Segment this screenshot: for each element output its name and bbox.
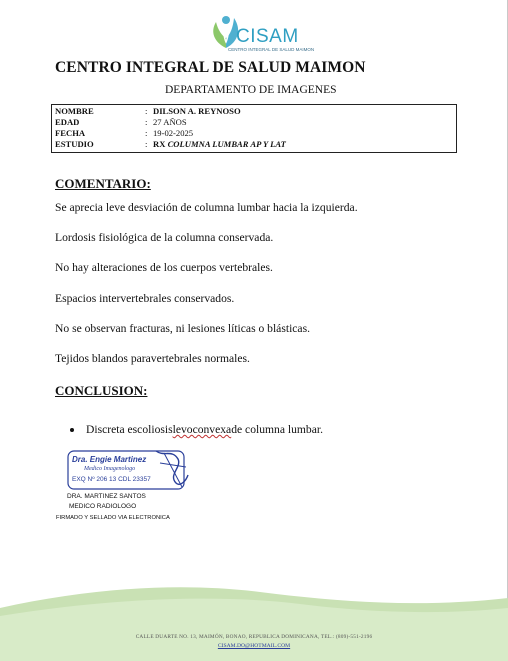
patient-row-edad xyxy=(55,117,453,128)
colon: : xyxy=(145,139,148,149)
patient-row-nombre xyxy=(55,106,453,117)
clinic-title: CENTRO INTEGRAL DE SALUD MAIMON xyxy=(55,59,366,76)
conclusion-heading: CONCLUSION: xyxy=(55,383,148,398)
conclusion-text-post: de columna lumbar. xyxy=(231,423,323,436)
footer-address: CALLE DUARTE NO. 13, MAIMÓN, BONAO, REPUBLICA DOMINICANA, TEL.: (809)-551-2196 xyxy=(135,634,373,640)
comentario-line: Espacios intervertebrales conservados. xyxy=(55,292,235,305)
comentario-line: No hay alteraciones de los cuerpos vertebrales. xyxy=(55,261,273,274)
logo-name: CISAM xyxy=(236,26,299,47)
study-description: COLUMNA LUMBAR AP Y LAT xyxy=(167,139,286,149)
conclusion-text-pre: Discreta escoliosis xyxy=(86,423,173,436)
comentario-line: Se aprecia leve desviación de columna lumbar hacia la izquierda. xyxy=(55,201,358,214)
cisam-logo xyxy=(206,12,315,52)
comentario-line: Tejidos blandos paravertebrales normales. xyxy=(55,352,250,365)
patient-label: EDAD xyxy=(55,117,80,127)
comentario-line: Lordosis fisiológica de la columna conservada. xyxy=(55,231,274,244)
colon: : xyxy=(145,106,148,116)
footer-email[interactable]: CISAM.DO@HOTMAIL.COM xyxy=(217,643,291,649)
stamp-doctor-name: Dra. Engie Martinez xyxy=(72,455,147,464)
patient-row-estudio xyxy=(55,139,453,150)
department-title: DEPARTAMENTO DE IMAGENES xyxy=(165,84,337,96)
patient-name-value: DILSON A. REYNOSO xyxy=(153,106,241,116)
conclusion-item xyxy=(70,423,323,436)
patient-info-table xyxy=(51,104,457,153)
patient-label: NOMBRE xyxy=(55,106,94,116)
signature-stamp xyxy=(64,447,194,495)
doctor-name: DRA. MARTINEZ SANTOS xyxy=(67,493,146,500)
comentario-line: No se observan fracturas, ni lesiones líticas o blásticas. xyxy=(55,322,310,335)
signature-note: FIRMADO Y SELLADO VIA ELECTRONICA xyxy=(56,515,170,521)
colon: : xyxy=(145,117,148,127)
colon: : xyxy=(145,128,148,138)
comentario-heading: COMENTARIO: xyxy=(55,176,151,191)
bullet-icon xyxy=(70,428,74,432)
patient-study-value xyxy=(153,139,453,150)
patient-date-value: 19-02-2025 xyxy=(153,128,194,138)
stamp-role: Medico Imagenologo xyxy=(84,466,136,472)
patient-label: FECHA xyxy=(55,128,86,138)
doctor-title: MEDICO RADIOLOGO xyxy=(69,503,137,510)
conclusion-text-flagged: levoconvexa xyxy=(172,423,232,436)
stamp-license: EXQ Nº 206 13 CDL 23357 xyxy=(72,476,151,483)
logo-subtitle: CENTRO INTEGRAL DE SALUD MAIMON xyxy=(228,47,315,52)
patient-row-fecha xyxy=(55,128,453,139)
study-prefix: RX xyxy=(153,139,166,149)
patient-age-value: 27 AÑOS xyxy=(153,117,187,127)
patient-label: ESTUDIO xyxy=(55,139,94,149)
